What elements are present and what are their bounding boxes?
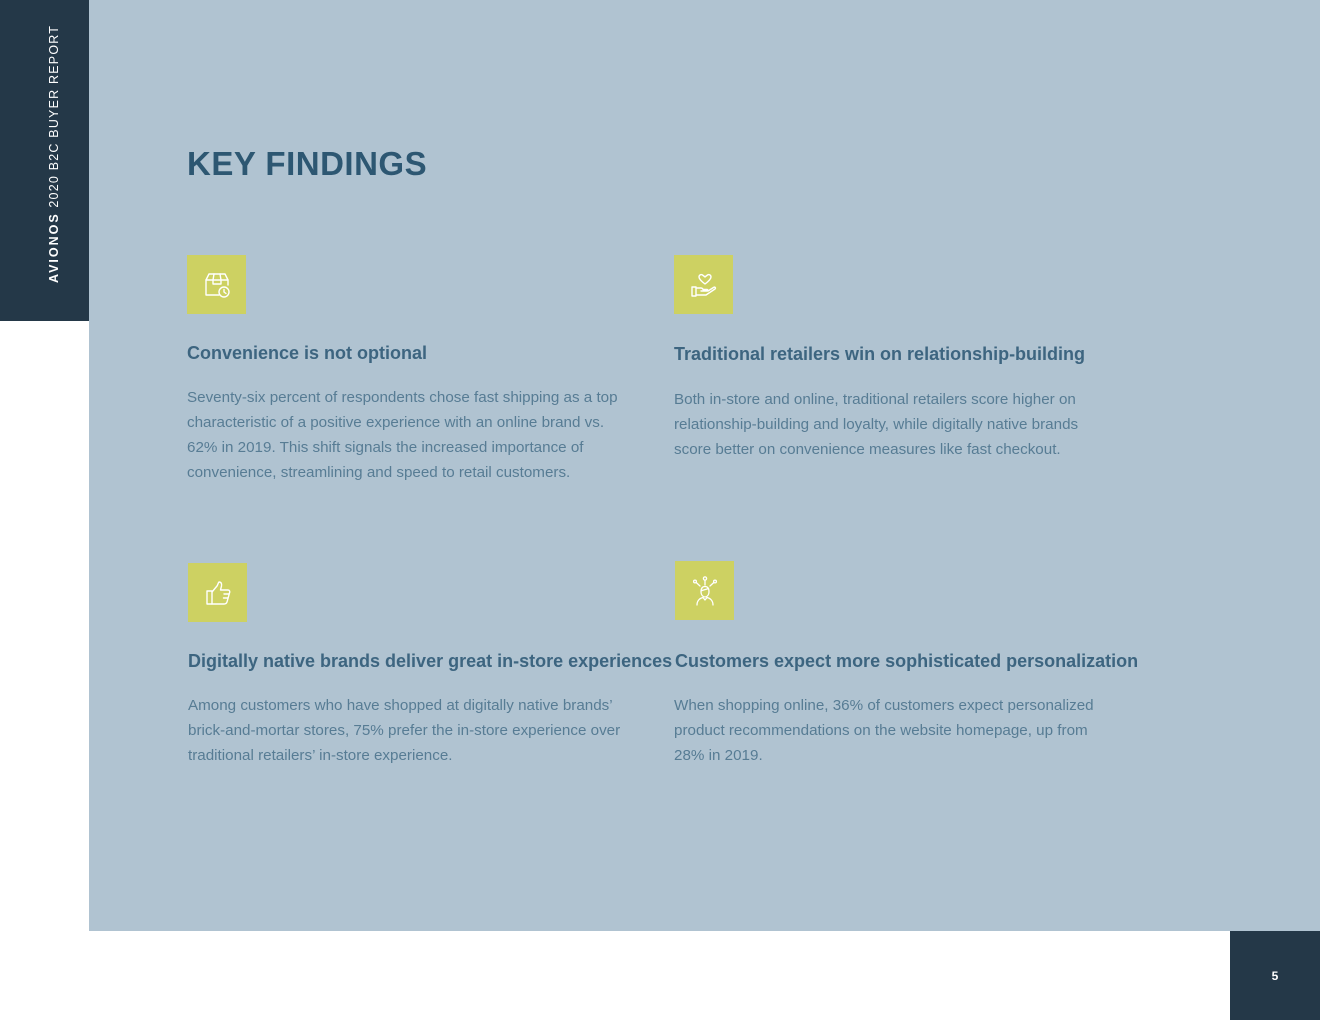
finding-title: Digitally native brands deliver great in-store experiences <box>188 651 673 671</box>
finding-title: Traditional retailers win on relationship-building <box>674 344 1086 364</box>
sidebar-band <box>0 0 89 321</box>
report-label <box>47 25 61 283</box>
finding-card <box>674 561 1139 764</box>
finding-body: When shopping online, 36% of customers expect personalized product recommendations on the website homepage, up from 28% in 2019. <box>674 697 1094 764</box>
page-number: 5 <box>1271 968 1279 983</box>
person-network-icon <box>675 561 734 620</box>
finding-body: Both in-store and online, traditional retailers score higher on relationship-building and loyalty, while digitally native brands score better on convenience measures like fast checkout. <box>674 391 1079 458</box>
finding-card <box>674 255 1086 458</box>
finding-body: Among customers who have shopped at digitally native brands’ brick-and-mortar stores, 75% prefer the in-store experience over traditional retailers’ in-store experience. <box>188 697 621 764</box>
brand-name: AVIONOS <box>47 212 61 283</box>
finding-body: Seventy-six percent of respondents chose fast shipping as a top characteristic of a positive experience with an online brand vs. 62% in 2019. This shift signals the increased importance of convenience, streamlining and speed to retail customers. <box>187 389 618 481</box>
finding-card <box>187 255 618 481</box>
thumbs-up-icon <box>188 563 247 622</box>
report-name: 2020 B2C BUYER REPORT <box>47 24 61 213</box>
finding-title: Customers expect more sophisticated personalization <box>675 651 1139 671</box>
page-number-box <box>1230 931 1320 1020</box>
finding-title: Convenience is not optional <box>187 343 428 363</box>
page-title: KEY FINDINGS <box>187 145 428 182</box>
finding-card <box>188 563 673 764</box>
package-clock-icon <box>187 255 246 314</box>
heart-hand-icon <box>674 255 733 314</box>
